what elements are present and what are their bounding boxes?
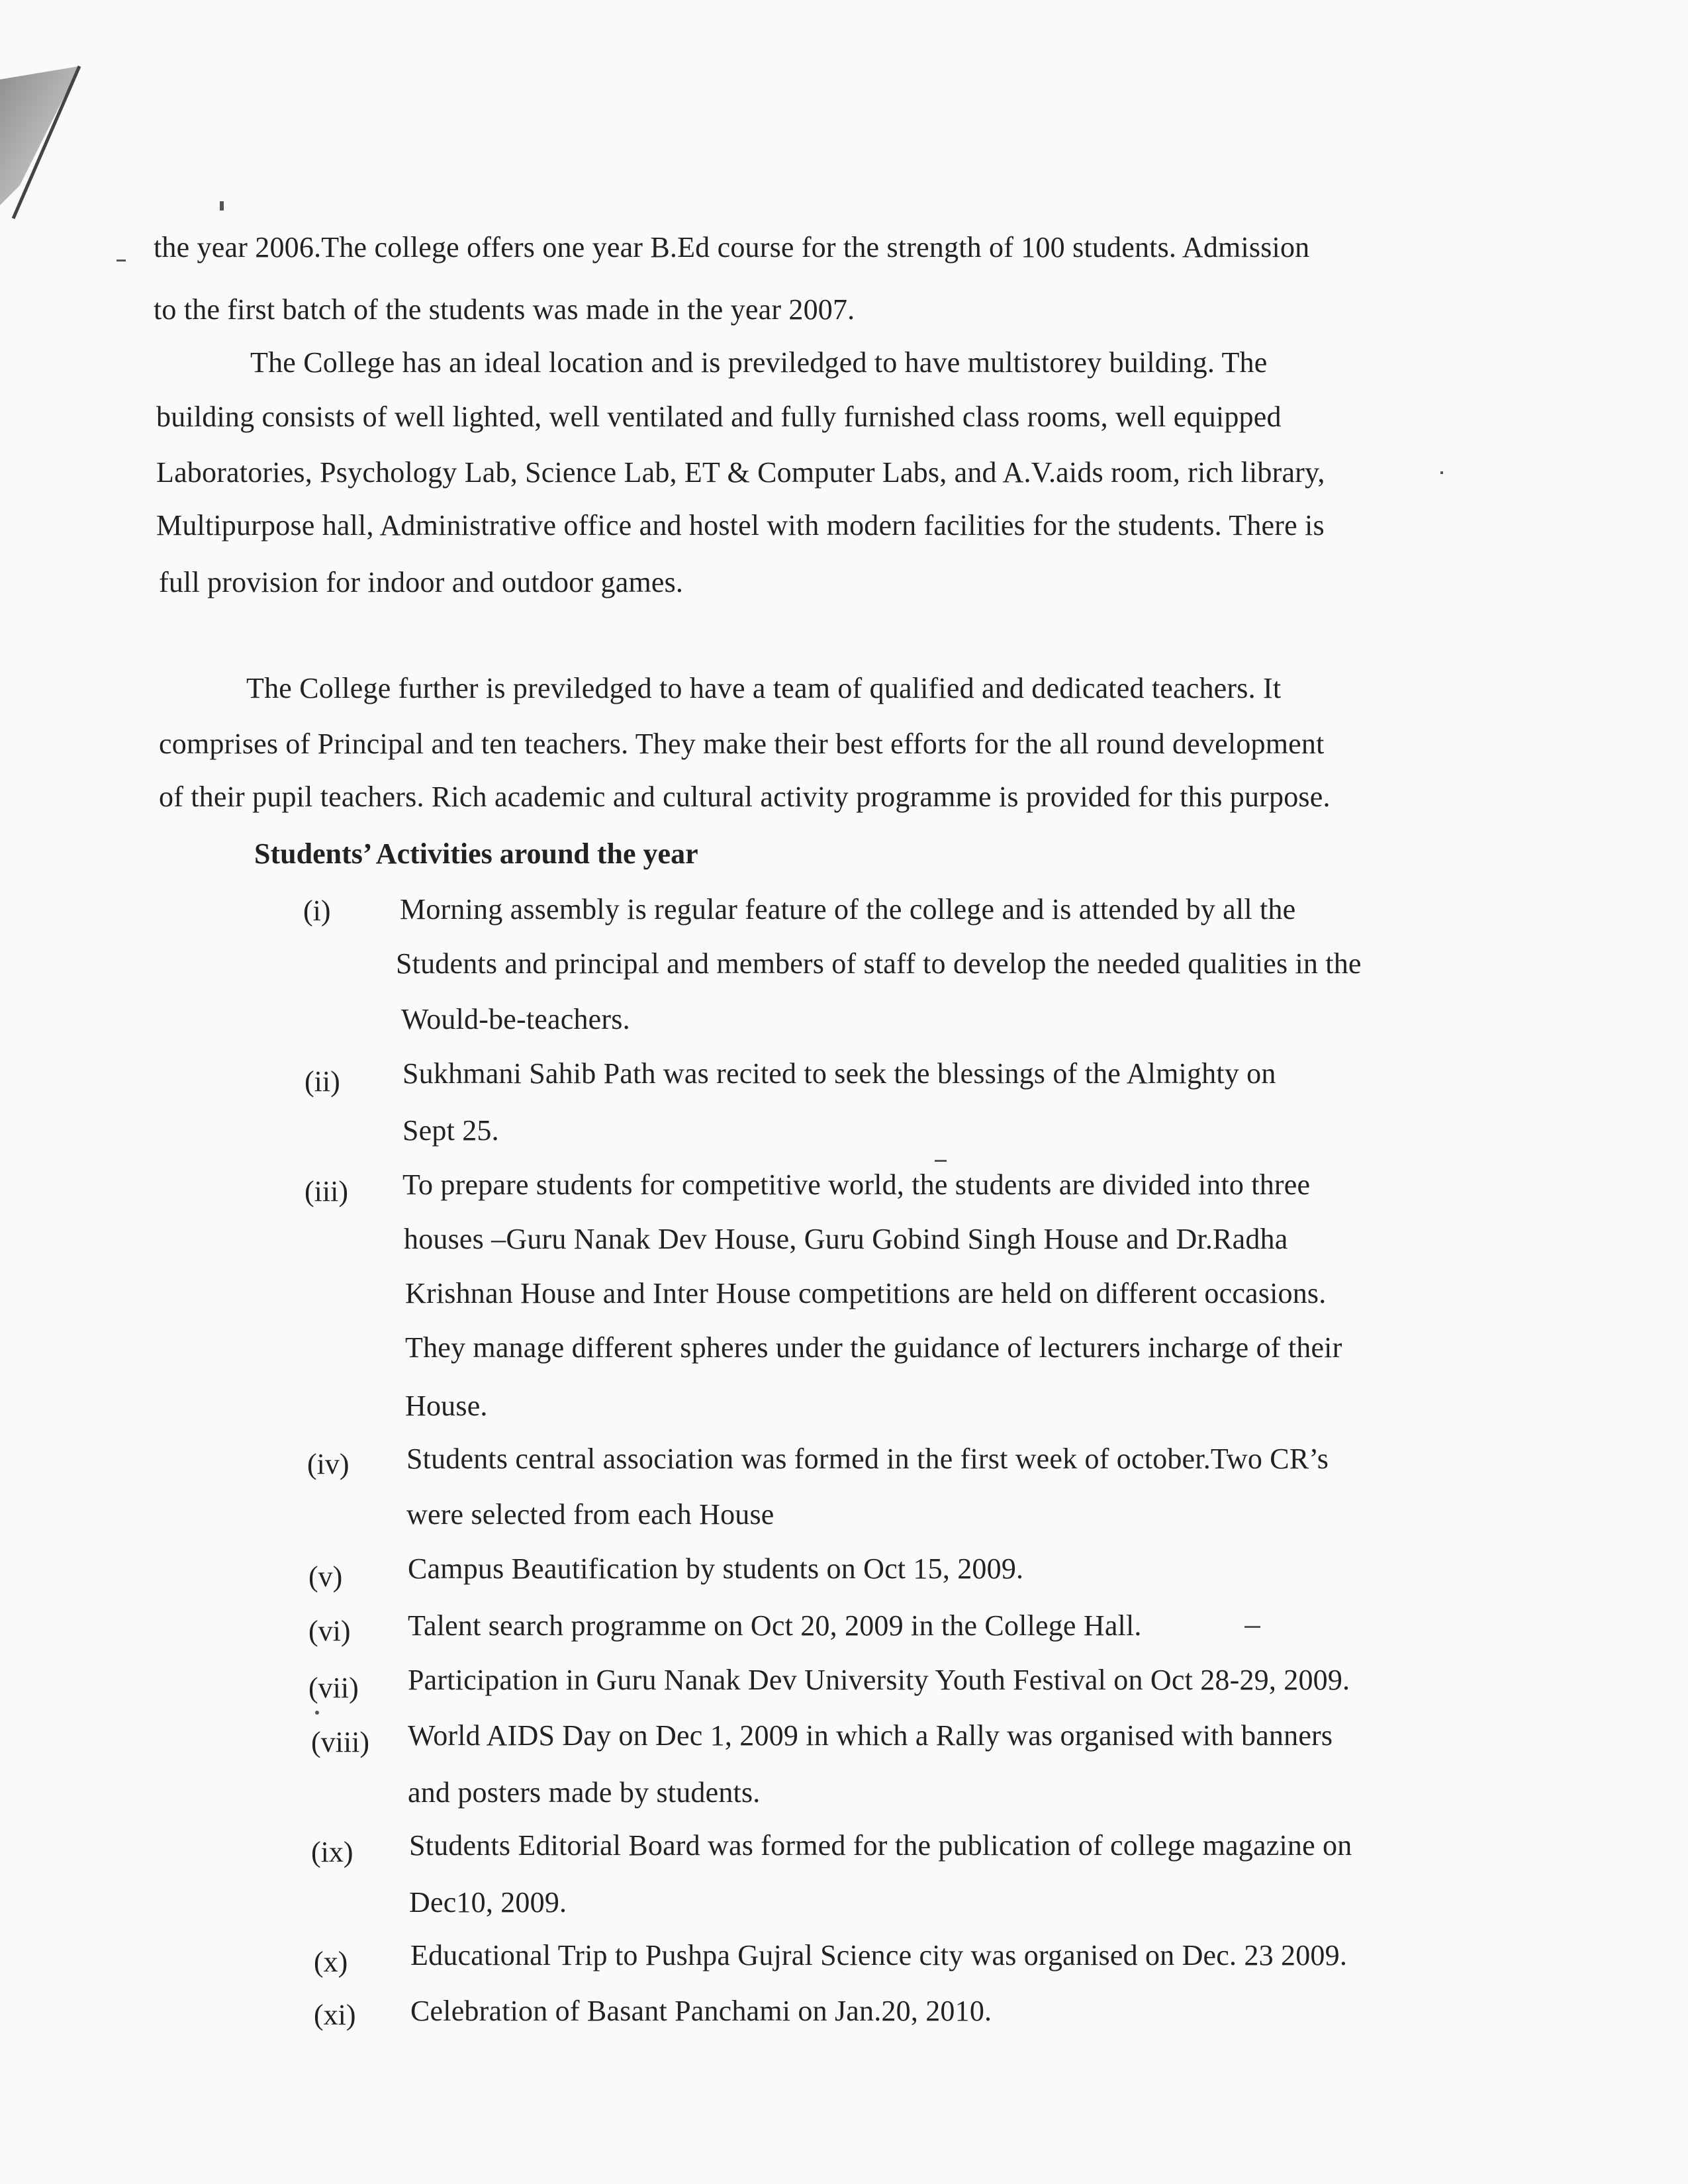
activity-item-line: World AIDS Day on Dec 1, 2009 in which a Rally was organised with banners — [408, 1719, 1333, 1752]
activity-item-line: Krishnan House and Inter House competitions are held on different occasions. — [405, 1277, 1327, 1309]
item-number: (vi) — [308, 1615, 351, 1647]
activity-item-line: Dec10, 2009. — [409, 1886, 567, 1919]
activity-item-line: Educational Trip to Pushpa Gujral Science city was organised on Dec. 23 2009. — [410, 1939, 1348, 1971]
item-number: (vii) — [308, 1672, 359, 1704]
building-line: full provision for indoor and outdoor games. — [159, 566, 684, 598]
item-number: (ii) — [305, 1065, 340, 1098]
scan-fold-mark — [0, 53, 132, 225]
activity-item-line: Campus Beautification by students on Oct 15, 2009. — [408, 1552, 1024, 1585]
activity-item-line: Morning assembly is regular feature of the college and is attended by all the — [400, 893, 1296, 926]
activity-item-line: were selected from each House — [406, 1498, 774, 1531]
item-number: (v) — [308, 1560, 343, 1593]
building-line: Laboratories, Psychology Lab, Science Lab, ET & Computer Labs, and A.V.aids room, rich library, — [156, 456, 1325, 489]
teachers-line: comprises of Principal and ten teachers. They make their best efforts for the all round development — [159, 728, 1325, 760]
activity-item-line: houses –Guru Nanak Dev House, Guru Gobind Singh House and Dr.Radha — [404, 1223, 1288, 1255]
activity-item-line: Celebration of Basant Panchami on Jan.20, 2010. — [410, 1995, 992, 2027]
item-number: (x) — [314, 1946, 348, 1978]
activity-item-line: Talent search programme on Oct 20, 2009 in the College Hall. — [408, 1609, 1142, 1642]
item-number: (iii) — [305, 1175, 348, 1208]
teachers-line: The College further is previledged to have a team of qualified and dedicated teachers. It — [246, 672, 1282, 704]
building-line: Multipurpose hall, Administrative office and hostel with modern facilities for the students. There is — [156, 509, 1325, 542]
item-number: (viii) — [311, 1726, 369, 1758]
activity-item-line: Students and principal and members of staff to develop the needed qualities in the — [396, 947, 1362, 980]
building-line: The College has an ideal location and is previledged to have multistorey building. The — [250, 346, 1268, 379]
item-number: (iv) — [307, 1448, 350, 1480]
intro-line-2: to the first batch of the students was made in the year 2007. — [154, 293, 855, 326]
scan-speck — [935, 1160, 947, 1162]
activity-item-line: Students central association was formed in the first week of october.Two CR’s — [406, 1443, 1329, 1475]
activity-item-line: Sukhmani Sahib Path was recited to seek the blessings of the Almighty on — [402, 1057, 1276, 1090]
scan-speck — [1440, 471, 1443, 474]
item-number: (ix) — [311, 1836, 353, 1868]
teachers-line: of their pupil teachers. Rich academic and cultural activity programme is provided for this purpose. — [159, 781, 1331, 813]
item-number: (i) — [303, 894, 331, 927]
activity-item-line: Sept 25. — [402, 1114, 499, 1147]
scan-speck — [315, 1711, 319, 1715]
intro-line-1: the year 2006.The college offers one year B.Ed course for the strength of 100 students. Admission — [154, 231, 1310, 263]
scan-speck — [220, 201, 224, 211]
activity-item-line: and posters made by students. — [408, 1776, 761, 1809]
item-number: (xi) — [314, 1999, 356, 2031]
scan-speck — [117, 260, 126, 261]
activity-item-line: House. — [405, 1390, 488, 1422]
scan-speck — [1244, 1626, 1260, 1628]
activity-item-line: Would-be-teachers. — [401, 1003, 630, 1035]
activity-item-line: Students Editorial Board was formed for the publication of college magazine on — [409, 1829, 1352, 1862]
building-line: building consists of well lighted, well ventilated and fully furnished class rooms, well equipped — [156, 401, 1282, 433]
activities-heading: Students’ Activities around the year — [254, 837, 698, 870]
activity-item-line: To prepare students for competitive world, the students are divided into three — [402, 1168, 1311, 1201]
activity-item-line: Participation in Guru Nanak Dev University Youth Festival on Oct 28-29, 2009. — [408, 1664, 1350, 1696]
activity-item-line: They manage different spheres under the guidance of lecturers incharge of their — [405, 1331, 1342, 1364]
